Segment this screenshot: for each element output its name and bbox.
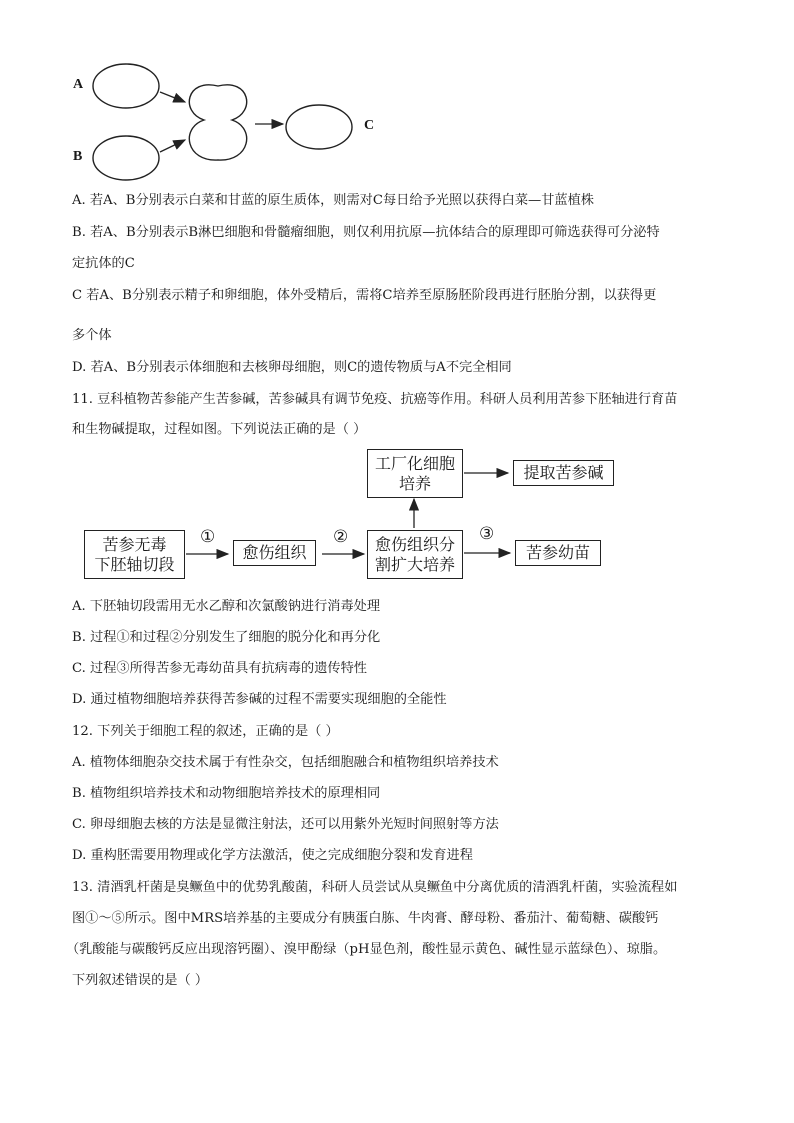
q11-option-c: C. 过程③所得苦参无毒幼苗具有抗病毒的遗传特性	[72, 661, 367, 676]
q13-stem-line4: 下列叙述错误的是（ ）	[72, 973, 209, 988]
q10-option-b-cont: 定抗体的C	[72, 256, 135, 271]
step1-marker: ①	[200, 527, 216, 547]
label-a: A	[73, 77, 84, 92]
q12-option-c: C. 卵母细胞去核的方法是显微注射法，还可以用紫外光短时间照射等方法	[72, 817, 499, 832]
box-explant-line1: 苦参无毒	[102, 534, 167, 554]
q11-stem-line1: 11. 豆科植物苦参能产生苦参碱，苦参碱具有调节免疫、抗癌等作用。科研人员利用苦参下胚轴进行育苗	[72, 392, 678, 407]
q10-option-b: B. 若A、B分别表示B淋巴细胞和骨髓瘤细胞，则仅利用抗原—抗体结合的原理即可筛选获得可分泌特	[72, 225, 660, 240]
box-explant	[84, 530, 185, 579]
box-seedling: 苦参幼苗	[515, 540, 601, 566]
q10-option-c: C 若A、B分别表示精子和卵细胞，体外受精后，需将C培养至原肠胚阶段再进行胚胎分割，以获得更	[72, 288, 657, 303]
box-callus: 愈伤组织	[233, 540, 316, 566]
box-extract: 提取苦参碱	[513, 460, 614, 486]
q11-option-d: D. 通过植物细胞培养获得苦参碱的过程不需要实现细胞的全能性	[72, 692, 447, 707]
box-explant-line2: 下胚轴切段	[94, 554, 175, 574]
step3-marker: ③	[479, 524, 495, 544]
label-c: C	[364, 118, 375, 133]
box-factory-line1: 工厂化细胞	[374, 453, 455, 473]
q10-option-d: D. 若A、B分别表示体细胞和去核卵母细胞，则C的遗传物质与A不完全相同	[72, 360, 512, 375]
q11-option-b: B. 过程①和过程②分别发生了细胞的脱分化和再分化	[72, 630, 381, 645]
q12-option-b: B. 植物组织培养技术和动物细胞培养技术的原理相同	[72, 786, 381, 801]
box-subculture-line1: 愈伤组织分	[374, 534, 455, 554]
box-subculture	[367, 530, 463, 579]
label-b: B	[73, 149, 83, 164]
q12-option-a: A. 植物体细胞杂交技术属于有性杂交，包括细胞融合和植物组织培养技术	[72, 755, 499, 770]
box-factory-culture	[367, 449, 463, 498]
box-subculture-line2: 割扩大培养	[374, 554, 455, 574]
box-factory-line2: 培养	[398, 473, 431, 493]
q13-stem-line2: 图①～⑤所示。图中MRS培养基的主要成分有胰蛋白胨、牛肉膏、酵母粉、番茄汁、葡萄糖、碳酸钙	[72, 911, 659, 926]
q11-stem-line2: 和生物碱提取，过程如图。下列说法正确的是（ ）	[72, 422, 367, 437]
q10-option-a: A. 若A、B分别表示白菜和甘蓝的原生质体，则需对C每日给予光照以获得白菜—甘蓝植株	[72, 193, 594, 208]
q12-option-d: D. 重构胚需要用物理或化学方法激活，使之完成细胞分裂和发育进程	[72, 848, 473, 863]
q12-stem: 12. 下列关于细胞工程的叙述，正确的是（ ）	[72, 724, 339, 739]
q11-option-a: A. 下胚轴切段需用无水乙醇和次氯酸钠进行消毒处理	[72, 599, 381, 614]
q10-option-c-cont: 多个体	[72, 328, 112, 343]
q13-stem-line1: 13. 清酒乳杆菌是臭鳜鱼中的优势乳酸菌，科研人员尝试从臭鳜鱼中分离优质的清酒乳杆菌，实验流程如	[72, 880, 678, 895]
step2-marker: ②	[333, 527, 349, 547]
q13-stem-line3: （乳酸能与碳酸钙反应出现溶钙圈）、溴甲酚绿（pH显色剂，酸性显示黄色、碱性显示蓝绿色）、琼脂。	[66, 942, 667, 957]
